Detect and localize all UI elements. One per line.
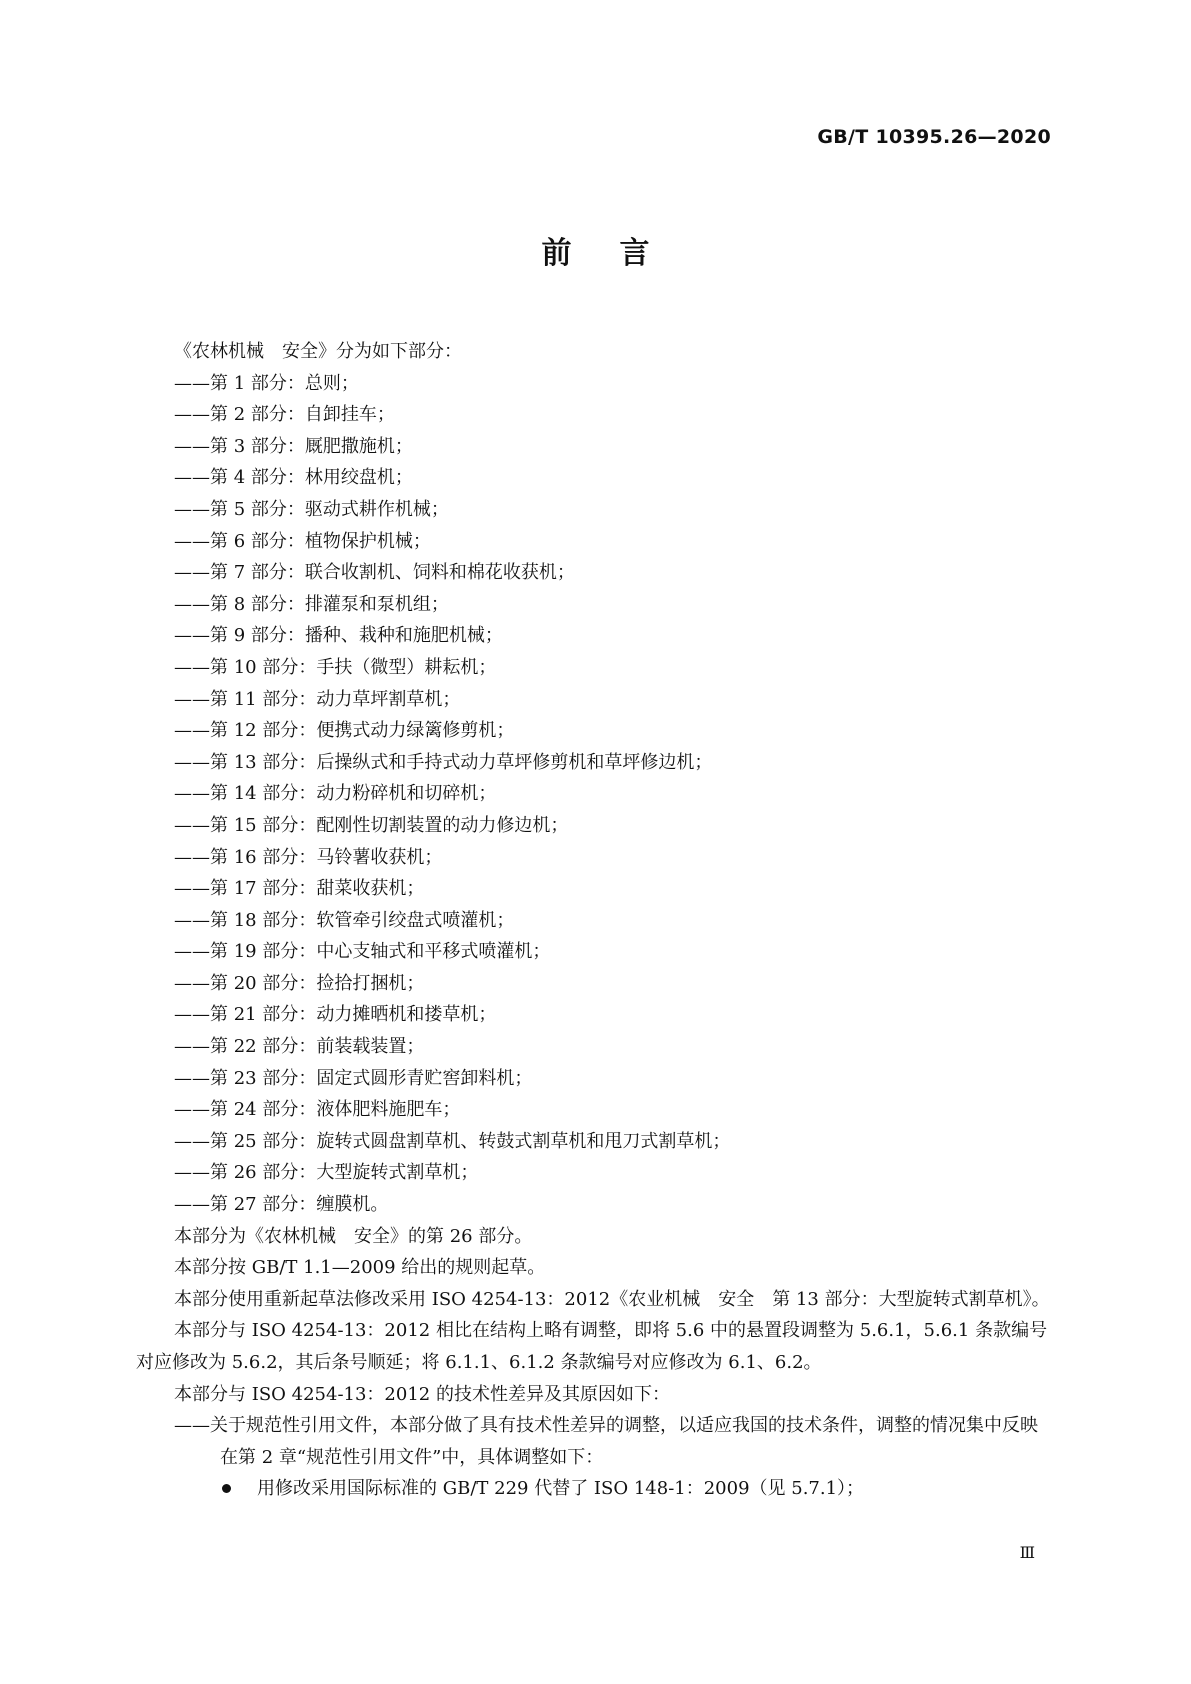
list-item: ——第 21 部分：动力摊晒机和搂草机；: [174, 1004, 497, 1026]
page-title: 前言: [541, 236, 698, 271]
list-item: ——第 27 部分：缠膜机。: [174, 1194, 389, 1216]
parts-list: [136, 368, 1055, 1221]
paragraph: 本部分按 GB/T 1.1—2009 给出的规则起草。: [174, 1257, 546, 1279]
list-item: ——第 24 部分：液体肥料施肥车；: [174, 1099, 461, 1121]
list-item: ——第 12 部分：便携式动力绿篱修剪机；: [174, 720, 515, 742]
bullet-text: 用修改采用国际标准的 GB/T 229 代替了 ISO 148-1：2009（见 5.7.1）；: [257, 1478, 865, 1500]
list-item: ——第 2 部分：自卸挂车；: [174, 404, 395, 426]
list-item: ——第 4 部分：林用绞盘机；: [174, 467, 413, 489]
list-item: ——第 20 部分：捡拾打捆机；: [174, 972, 425, 994]
list-item: ——第 13 部分：后操纵式和手持式动力草坪修剪机和草坪修边机；: [174, 751, 713, 773]
list-item: ——第 25 部分：旋转式圆盘割草机、转鼓式割草机和甩刀式割草机；: [174, 1130, 731, 1152]
list-item: ——第 18 部分：软管牵引绞盘式喷灌机；: [174, 909, 515, 931]
list-item: ——第 11 部分：动力草坪割草机；: [174, 688, 461, 710]
list-item: ——第 15 部分：配刚性切割装置的动力修边机；: [174, 814, 569, 836]
intro-line: 《农林机械 安全》分为如下部分：: [174, 341, 462, 362]
document-body: [136, 336, 1055, 1505]
dash-list-item: ——关于规范性引用文件，本部分做了具有技术性差异的调整，以适应我国的技术条件，调整的情况集中反映在第 2 章“规范性引用文件”中，具体调整如下：: [174, 1415, 1038, 1468]
paragraph: 本部分使用重新起草法修改采用 ISO 4254-13：2012《农业机械 安全 第 13 部分：大型旋转式割草机》。: [174, 1288, 1050, 1310]
list-item: ——第 16 部分：马铃薯收获机；: [174, 846, 443, 868]
list-item: ——第 7 部分：联合收割机、饲料和棉花收获机；: [174, 562, 575, 584]
list-item: ——第 8 部分：排灌泵和泵机组；: [174, 593, 449, 615]
page-number: Ⅲ: [1019, 1543, 1035, 1562]
list-item: ——第 10 部分：手扶（微型）耕耘机；: [174, 656, 497, 678]
list-item: ——第 3 部分：厩肥撒施机；: [174, 435, 413, 457]
list-item: ——第 1 部分：总则；: [174, 372, 359, 394]
paragraph: 本部分与 ISO 4254-13：2012 相比在结构上略有调整，即将 5.6 中的悬置段调整为 5.6.1，5.6.1 条款编号对应修改为 5.6.2，其后条号顺延；将 6.1.1、6.1.2 条款编号对应修改为 6.1、6.2。: [136, 1320, 1048, 1373]
list-item: ——第 23 部分：固定式圆形青贮窖卸料机；: [174, 1067, 533, 1089]
list-item: ——第 14 部分：动力粉碎机和切碎机；: [174, 783, 497, 805]
list-item: ——第 22 部分：前装载装置；: [174, 1036, 425, 1058]
standard-code: GB/T 10395.26—2020: [817, 126, 1051, 148]
list-item: ——第 19 部分：中心支轴式和平移式喷灌机；: [174, 941, 551, 963]
list-item: ——第 9 部分：播种、栽种和施肥机械；: [174, 625, 503, 647]
paragraph: 本部分为《农林机械 安全》的第 26 部分。: [174, 1225, 533, 1247]
bullet-list-item: [136, 1473, 1055, 1505]
list-item: ——第 6 部分：植物保护机械；: [174, 530, 431, 552]
list-item: ——第 26 部分：大型旋转式割草机；: [174, 1162, 479, 1184]
list-item: ——第 5 部分：驱动式耕作机械；: [174, 498, 449, 520]
list-item: ——第 17 部分：甜菜收获机；: [174, 878, 425, 900]
paragraph: 本部分与 ISO 4254-13：2012 的技术性差异及其原因如下：: [174, 1383, 670, 1405]
